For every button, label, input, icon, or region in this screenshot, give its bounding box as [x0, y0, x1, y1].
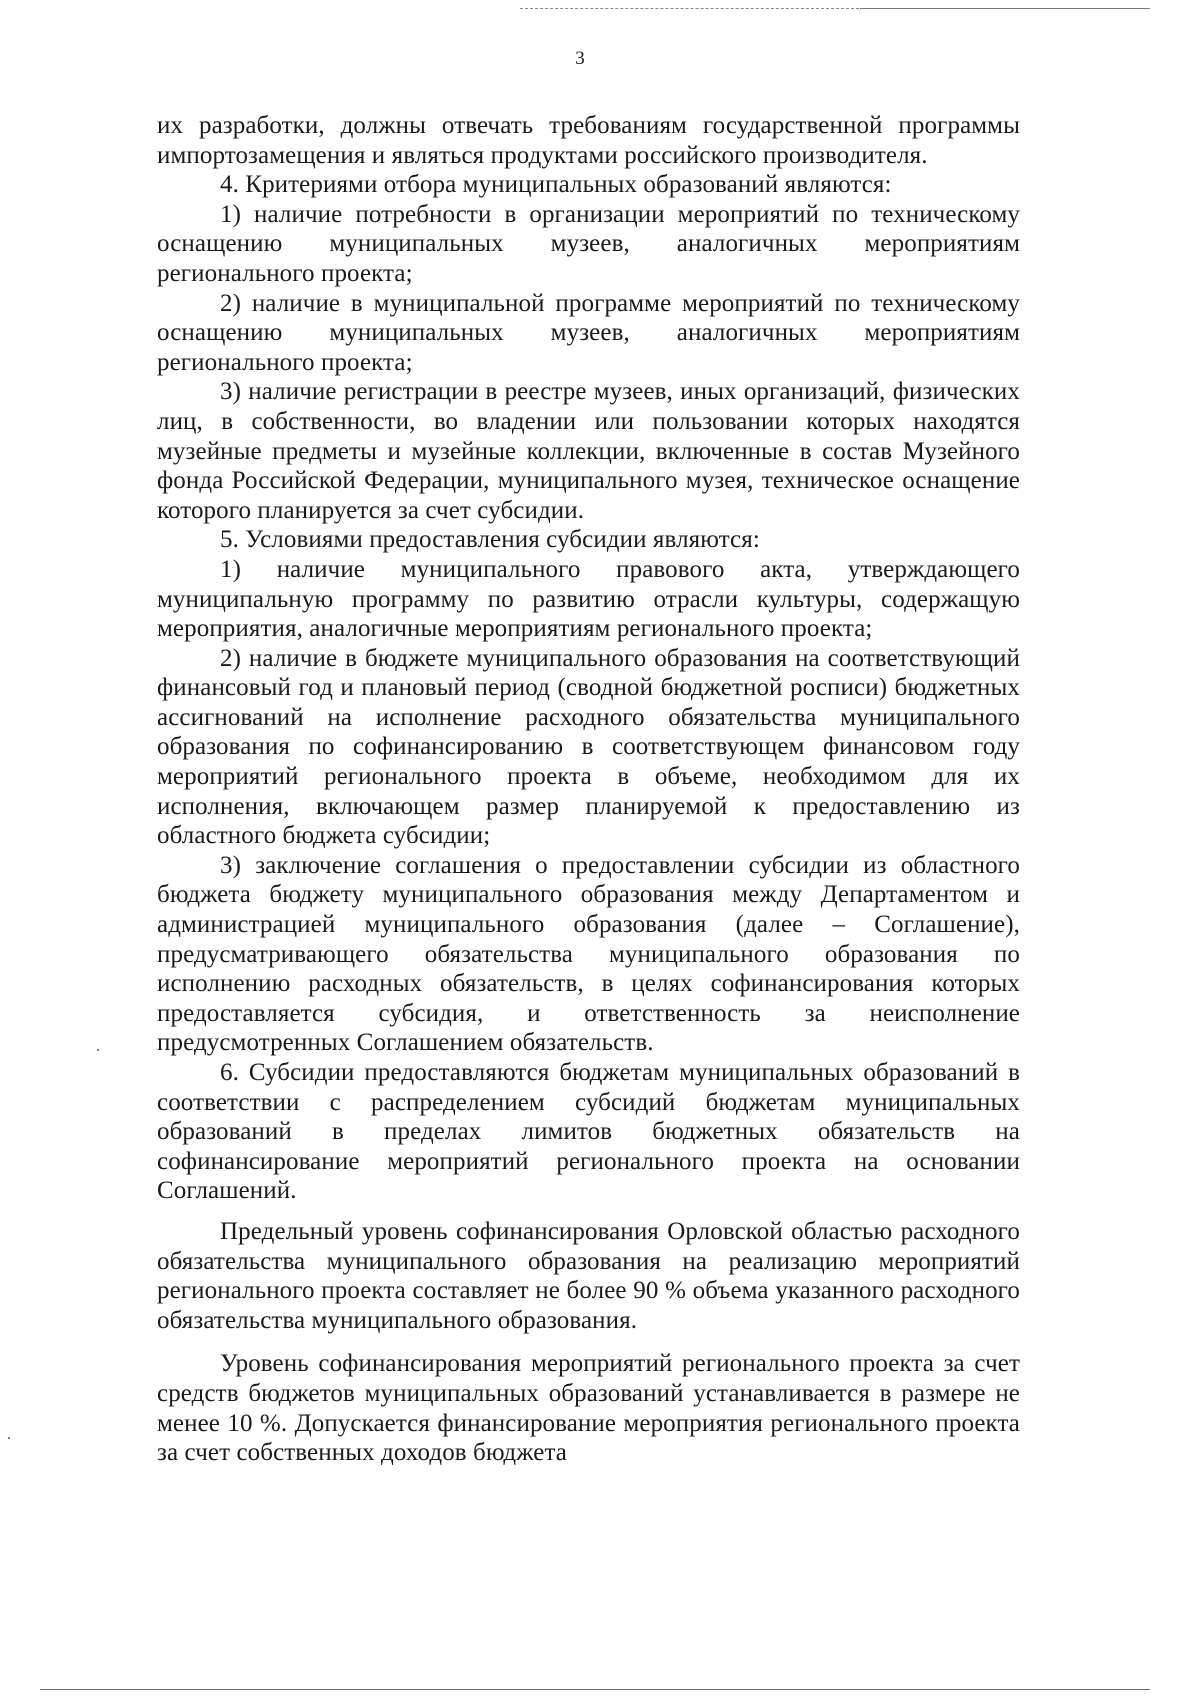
paragraph-item-5-3: 3) заключение соглашения о предоставлении субсидии из областного бюджета бюджету муниципального образования между Департаментом и администрацией муниципального образования (далее – Соглашение), предусматривающего обязательства муниципального образования по исполнению расходных обязательств, в целях софинансирования которых предоставляется субсидия, и ответственность за неисполнение предусмотренных Соглашением обязательств. — [157, 851, 1020, 1057]
scan-speck — [8, 1437, 10, 1439]
paragraph-continuation: их разработки, должны отвечать требованиям государственной программы импортозамещения и являться продуктами российского производителя. — [157, 112, 1020, 169]
paragraph-item-5-heading: 5. Условиями предоставления субсидии являются: — [220, 526, 760, 554]
paragraph-item-6: 6. Субсидии предоставляются бюджетам муниципальных образований в соответствии с распределением субсидий бюджетам муниципальных образований в пределах лимитов бюджетных обязательств на софинансирование мероприятий регионального проекта на основании Соглашений. — [157, 1059, 1020, 1205]
paragraph-item-4-2: 2) наличие в муниципальной программе мероприятий по техническому оснащению муниципальных музеев, аналогичных мероприятиям регионального проекта; — [157, 289, 1020, 376]
paragraph-item-4-3: 3) наличие регистрации в реестре музеев, иных организаций, физических лиц, в собственности, во владении или пользовании которых находятся музейные предметы и музейные коллекции, включенные в состав Музейного фонда Российской Федерации, муниципального музея, техническое оснащение которого планируется за счет субсидии. — [157, 378, 1020, 524]
document-body — [157, 111, 1020, 1468]
paragraph-cofinancing-level: Уровень софинансирования мероприятий регионального проекта за счет средств бюджетов муниципальных образований устанавливается в размере не менее 10 %. Допускается финансирование мероприятия регионального проекта за счет собственных доходов бюджета — [157, 1350, 1020, 1467]
scan-speck — [97, 1049, 99, 1051]
scan-artifact-bottom-line — [40, 1689, 1150, 1690]
paragraph-item-4-1: 1) наличие потребности в организации мероприятий по техническому оснащению муниципальных музеев, аналогичных мероприятиям регионального проекта; — [157, 200, 1020, 287]
paragraph-item-4-heading: 4. Критериями отбора муниципальных образований являются: — [220, 171, 892, 199]
scan-artifact-top-line — [860, 8, 1150, 9]
paragraph-cofinancing-limit: Предельный уровень софинансирования Орловской областью расходного обязательства муниципального образования на реализацию мероприятий регионального проекта составляет не более 90 % объема указанного расходного обязательства муниципального образования. — [157, 1217, 1020, 1334]
page-number: 3 — [575, 48, 585, 69]
paragraph-item-5-2: 2) наличие в бюджете муниципального образования на соответствующий финансовый год и плановый период (сводной бюджетной росписи) бюджетных ассигнований на исполнение расходного обязательства муниципального образования по софинансированию в соответствующем финансовом году мероприятий регионального проекта в объеме, необходимом для их исполнения, включающем размер планируемой к предоставлению из областного бюджета субсидии; — [157, 644, 1020, 850]
paragraph-item-5-1: 1) наличие муниципального правового акта, утверждающего муниципальную программу по развитию отрасли культуры, содержащую мероприятия, аналогичные мероприятиям регионального проекта; — [157, 555, 1020, 643]
